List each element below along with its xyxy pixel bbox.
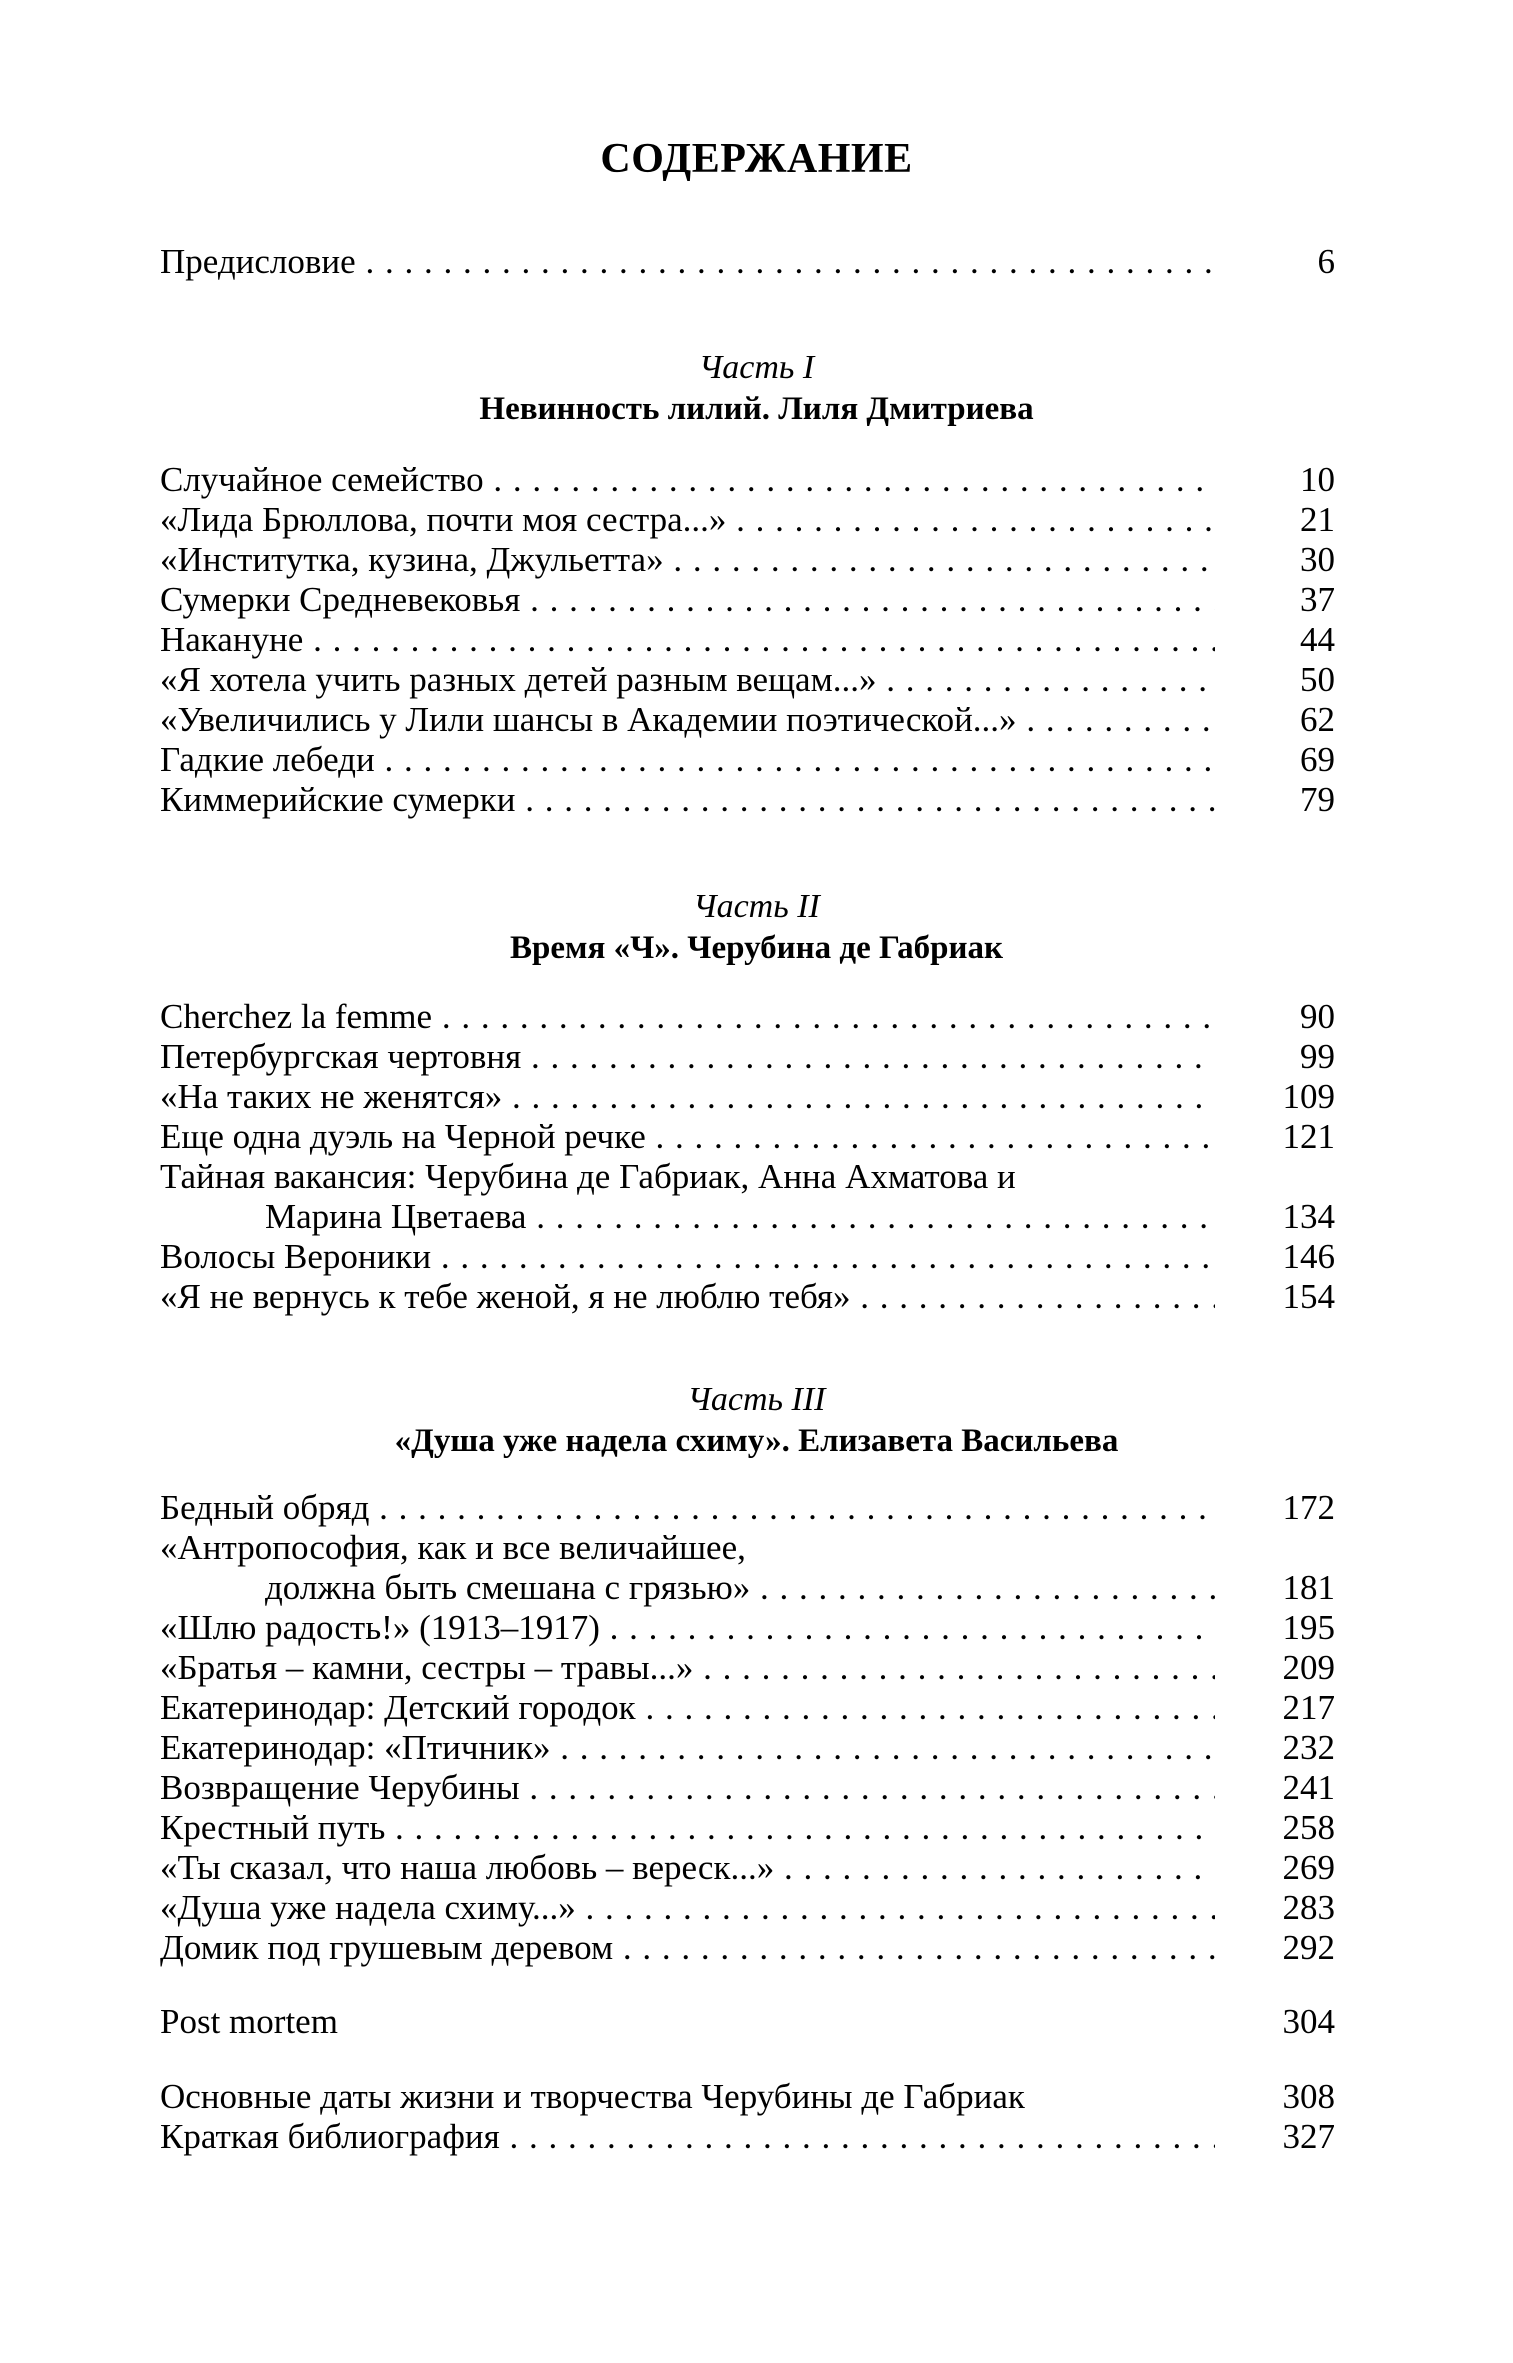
- entry-title: «На таких не женятся» . . .: [160, 1077, 1215, 1117]
- entry-title: «Увеличились у Лили шансы в Академии поэтической...» . . .: [160, 700, 1215, 740]
- entry-page: 154: [1282, 1277, 1335, 1316]
- entry-page: 195: [1282, 1608, 1335, 1647]
- entry-title: Возвращение Черубины . . .: [160, 1768, 1215, 1808]
- toc-entry: [160, 540, 1335, 580]
- part-3-title: «Душа уже надела схиму». Елизавета Васильева: [394, 1423, 1119, 1459]
- entry-page: 62: [1300, 700, 1335, 739]
- entry-title: Post mortem: [160, 2002, 338, 2041]
- toc-entry-preface: [160, 242, 1335, 282]
- entry-title: «Душа уже надела схиму...» . . .: [160, 1888, 1215, 1928]
- entry-page: 308: [1282, 2077, 1335, 2116]
- entry-title-line-1: «Антропософия, как и все величайшее,: [160, 1528, 746, 1567]
- entry-page: 134: [1282, 1197, 1335, 1236]
- part-3-label: Часть III: [687, 1381, 826, 1418]
- toc-entry: [160, 500, 1335, 540]
- entry-title: Предисловие . . .: [160, 242, 1215, 282]
- entry-title: Основные даты жизни и творчества Черубины де Габриак: [160, 2077, 1025, 2116]
- entry-page: 99: [1300, 1037, 1335, 1076]
- entry-page: 217: [1282, 1688, 1335, 1727]
- entry-page: 37: [1300, 580, 1335, 619]
- toc-entry: [160, 1077, 1335, 1117]
- entry-title: Волосы Вероники . . .: [160, 1237, 1215, 1277]
- toc-entry: [160, 1117, 1335, 1157]
- entry-page: 21: [1300, 500, 1335, 539]
- entry-page: 10: [1300, 460, 1335, 499]
- entry-page: 232: [1282, 1728, 1335, 1767]
- toc-entry: [160, 1568, 1335, 1608]
- entry-title-line-1: Тайная вакансия: Черубина де Габриак, Анна Ахматова и: [160, 1157, 1016, 1196]
- toc-entry: [160, 1928, 1335, 1968]
- toc-entry: [160, 780, 1335, 820]
- toc-entry: [160, 997, 1335, 1037]
- entry-page: 241: [1282, 1768, 1335, 1807]
- entry-title-continuation: должна быть смешана с грязью» . . .: [265, 1568, 1215, 1608]
- entry-title: Крестный путь . . .: [160, 1808, 1215, 1848]
- entry-title: «Я не вернусь к тебе женой, я не люблю тебя» . . .: [160, 1277, 1215, 1317]
- toc-entry: [160, 1768, 1335, 1808]
- entry-page: 69: [1300, 740, 1335, 779]
- part-1-label: Часть I: [698, 349, 815, 386]
- entry-page: 44: [1300, 620, 1335, 659]
- entry-title: Сумерки Средневековья . . .: [160, 580, 1215, 620]
- part-1-title: Невинность лилий. Лиля Дмитриева: [479, 391, 1034, 427]
- toc-entry: [160, 580, 1335, 620]
- entry-title: Гадкие лебеди . . .: [160, 740, 1215, 780]
- toc-entry: [160, 1037, 1335, 1077]
- toc-entry-appendix: [160, 2117, 1335, 2157]
- entry-title: Домик под грушевым деревом . . .: [160, 1928, 1215, 1968]
- toc-entry: [160, 1277, 1335, 1317]
- entry-title: Накануне . . .: [160, 620, 1215, 660]
- toc-entry: [160, 1808, 1335, 1848]
- entry-page: 181: [1282, 1568, 1335, 1607]
- page-title: СОДЕРЖАНИЕ: [600, 136, 913, 182]
- entry-page: 283: [1282, 1888, 1335, 1927]
- toc-entry: [160, 1728, 1335, 1768]
- toc-entry: [160, 1488, 1335, 1528]
- toc-entry: [160, 740, 1335, 780]
- entry-page: 30: [1300, 540, 1335, 579]
- entry-title: Бедный обряд . . .: [160, 1488, 1215, 1528]
- entry-page: 79: [1300, 780, 1335, 819]
- entry-title: Краткая библиография . . .: [160, 2117, 1215, 2157]
- entry-page: 304: [1282, 2002, 1335, 2041]
- toc-entry: [160, 460, 1335, 500]
- toc-entry: [160, 1608, 1335, 1648]
- entry-page: 6: [1317, 242, 1335, 281]
- entry-title: «Ты сказал, что наша любовь – вереск...» . . .: [160, 1848, 1215, 1888]
- entry-page: 121: [1282, 1117, 1335, 1156]
- part-2-title: Время «Ч». Черубина де Габриак: [509, 930, 1003, 966]
- entry-page: 327: [1282, 2117, 1335, 2156]
- entry-title: «Я хотела учить разных детей разным вещам...» . . .: [160, 660, 1215, 700]
- toc-entry-post-mortem: [160, 2002, 1335, 2042]
- toc-entry: [160, 620, 1335, 660]
- toc-entry: [160, 1848, 1335, 1888]
- entry-title: «Институтка, кузина, Джульетта» . . .: [160, 540, 1215, 580]
- entry-page: 209: [1282, 1648, 1335, 1687]
- toc-entry: [160, 1888, 1335, 1928]
- entry-page: 90: [1300, 997, 1335, 1036]
- entry-title: Киммерийские сумерки . . .: [160, 780, 1215, 820]
- entry-page: 269: [1282, 1848, 1335, 1887]
- toc-entry: [160, 660, 1335, 700]
- entry-title: Петербургская чертовня . . .: [160, 1037, 1215, 1077]
- entry-title: Cherchez la femme . . .: [160, 997, 1215, 1037]
- entry-page: 258: [1282, 1808, 1335, 1847]
- entry-title: «Братья – камни, сестры – травы...» . . .: [160, 1648, 1215, 1688]
- toc-entry: [160, 1648, 1335, 1688]
- part-2-label: Часть II: [693, 888, 820, 925]
- entry-page: 172: [1282, 1488, 1335, 1527]
- entry-title: «Лида Брюллова, почти моя сестра...» . . .: [160, 500, 1215, 540]
- toc-entry-appendix: [160, 2077, 1335, 2117]
- entry-title: Екатеринодар: «Птичник» . . .: [160, 1728, 1215, 1768]
- toc-entry: [160, 700, 1335, 740]
- entry-title: Случайное семейство . . .: [160, 460, 1215, 500]
- toc-entry: [160, 1197, 1335, 1237]
- entry-title: Екатеринодар: Детский городок . . .: [160, 1688, 1215, 1728]
- toc-entry: [160, 1237, 1335, 1277]
- entry-title: «Шлю радость!» (1913–1917) . . .: [160, 1608, 1215, 1648]
- entry-page: 50: [1300, 660, 1335, 699]
- entry-title: Еще одна дуэль на Черной речке . . .: [160, 1117, 1215, 1157]
- entry-title-continuation: Марина Цветаева . . .: [265, 1197, 1215, 1237]
- entry-page: 109: [1282, 1077, 1335, 1116]
- entry-page: 292: [1282, 1928, 1335, 1967]
- entry-page: 146: [1282, 1237, 1335, 1276]
- toc-entry: [160, 1688, 1335, 1728]
